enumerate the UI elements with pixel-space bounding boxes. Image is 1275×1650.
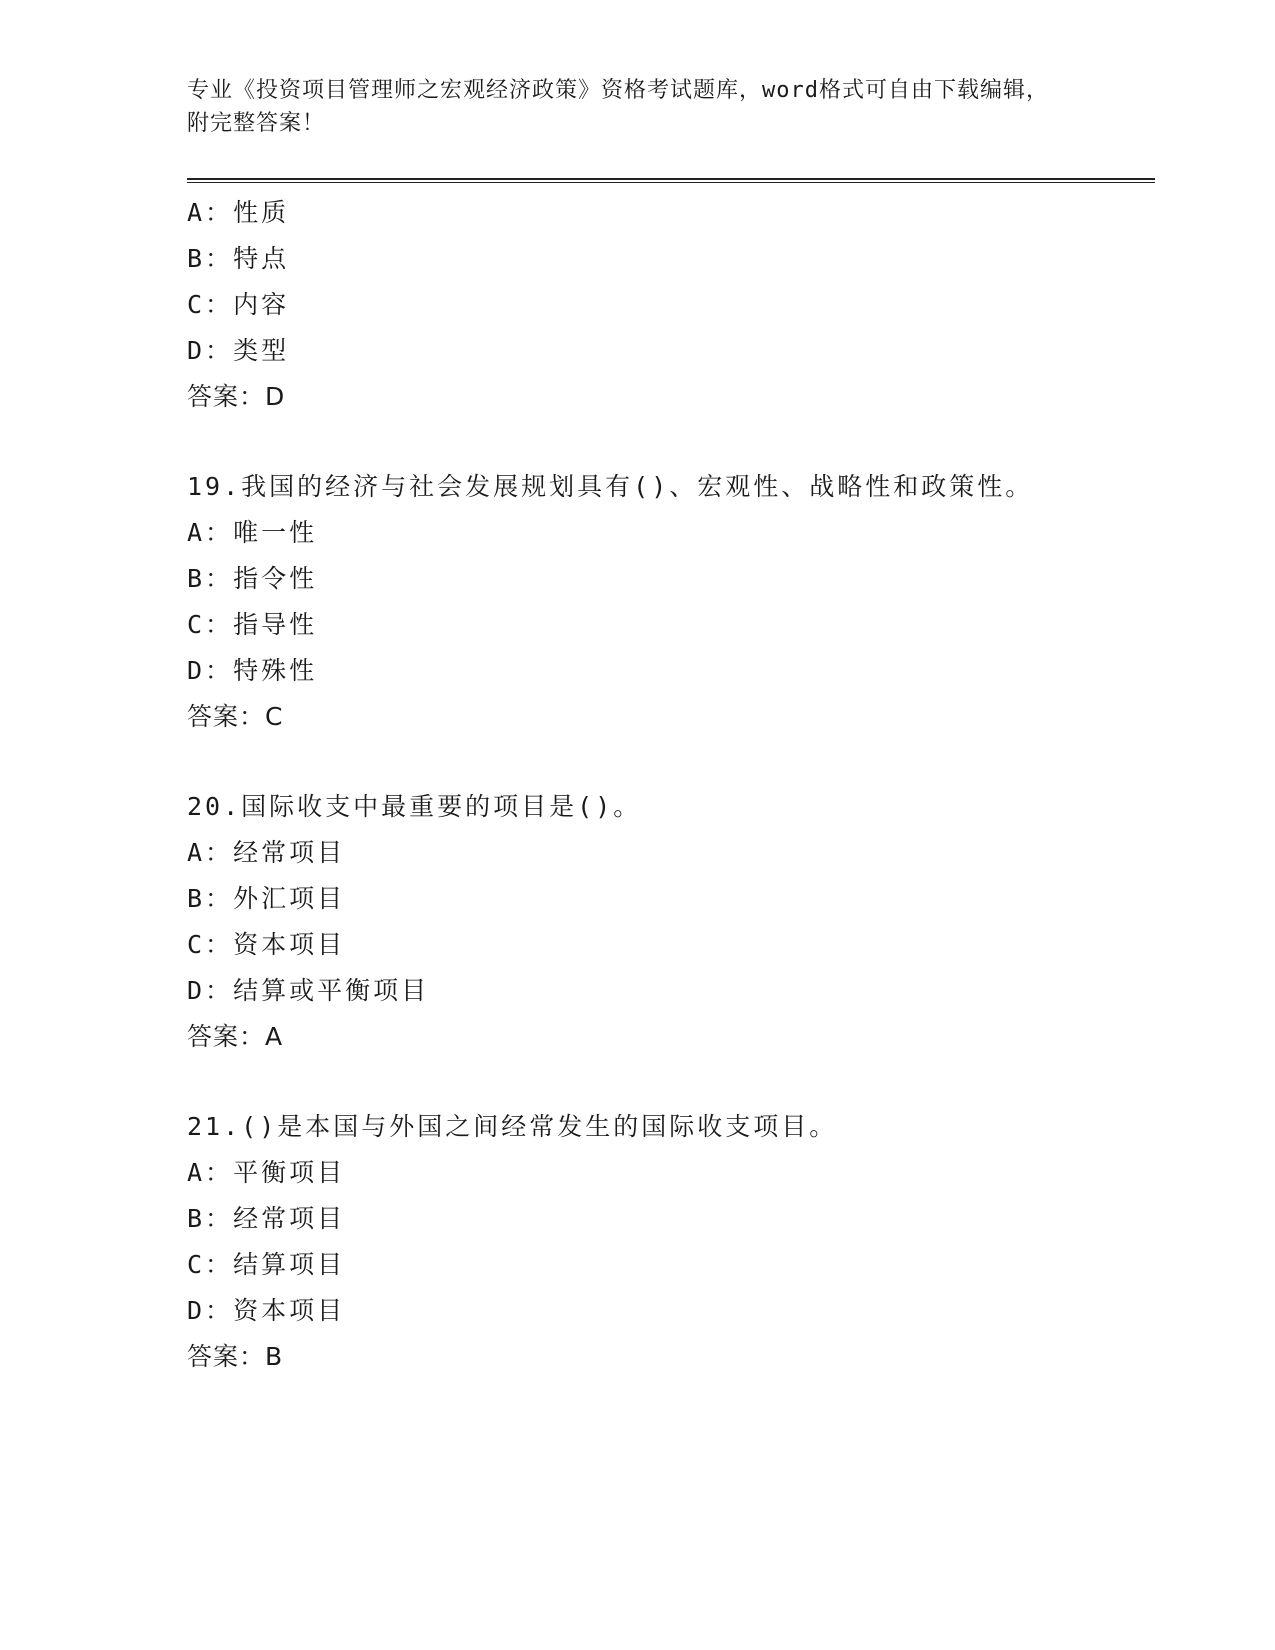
answer-line: 答案：D: [187, 382, 286, 411]
option-text: 类型: [233, 336, 290, 365]
option-key: A：: [187, 838, 234, 867]
option-text: 外汇项目: [233, 884, 346, 913]
question-block-21: [187, 1104, 1147, 1380]
option-key: B：: [187, 1204, 234, 1233]
option-text: 内容: [233, 290, 290, 319]
option-c: [187, 602, 1147, 648]
document-header: 专业《投资项目管理师之宏观经济政策》资格考试题库，word格式可自由下载编辑，附完整答案！: [187, 78, 1049, 136]
option-text: 特点: [233, 244, 290, 273]
option-text: 经常项目: [233, 1204, 346, 1233]
option-key: B：: [187, 564, 234, 593]
header-divider: [187, 178, 1155, 183]
option-key: C：: [187, 1250, 234, 1279]
option-text: 资本项目: [233, 1296, 346, 1325]
option-b: [187, 1196, 1147, 1242]
option-c: [187, 282, 1147, 328]
option-c: [187, 1242, 1147, 1288]
option-text: 经常项目: [233, 838, 346, 867]
question-stem: 20.国际收支中最重要的项目是()。: [187, 792, 642, 821]
option-key: B：: [187, 244, 234, 273]
option-key: D：: [187, 656, 234, 685]
question-block-19: [187, 464, 1147, 740]
option-text: 特殊性: [233, 656, 318, 685]
option-text: 结算或平衡项目: [233, 976, 430, 1005]
option-key: C：: [187, 930, 234, 959]
option-text: 指导性: [233, 610, 318, 639]
option-a: [187, 190, 1147, 236]
option-text: 性质: [233, 198, 290, 227]
option-key: B：: [187, 884, 234, 913]
answer-line: 答案：A: [187, 1022, 284, 1051]
option-key: A：: [187, 1158, 234, 1187]
option-a: [187, 1150, 1147, 1196]
option-b: [187, 236, 1147, 282]
option-d: [187, 328, 1147, 374]
option-a: [187, 830, 1147, 876]
option-d: [187, 968, 1147, 1014]
question-stem: 19.我国的经济与社会发展规划具有()、宏观性、战略性和政策性。: [187, 472, 1034, 501]
option-text: 平衡项目: [233, 1158, 346, 1187]
option-text: 指令性: [233, 564, 318, 593]
option-text: 资本项目: [233, 930, 346, 959]
option-key: A：: [187, 198, 234, 227]
answer-line: 答案：C: [187, 702, 284, 731]
question-stem: 21.()是本国与外国之间经常发生的国际收支项目。: [187, 1112, 838, 1141]
question-spacer: [187, 740, 1147, 784]
option-a: [187, 510, 1147, 556]
option-key: A：: [187, 518, 234, 547]
option-b: [187, 876, 1147, 922]
question-spacer: [187, 1060, 1147, 1104]
option-key: D：: [187, 1296, 234, 1325]
option-key: C：: [187, 290, 234, 319]
question-spacer: [187, 420, 1147, 464]
option-d: [187, 1288, 1147, 1334]
option-key: D：: [187, 336, 234, 365]
question-list: [187, 190, 1147, 1380]
option-key: C：: [187, 610, 234, 639]
answer-line: 答案：B: [187, 1342, 284, 1371]
option-d: [187, 648, 1147, 694]
option-b: [187, 556, 1147, 602]
option-key: D：: [187, 976, 234, 1005]
option-c: [187, 922, 1147, 968]
option-text: 唯一性: [233, 518, 318, 547]
option-text: 结算项目: [233, 1250, 346, 1279]
question-block-20: [187, 784, 1147, 1060]
question-block-prev: [187, 190, 1147, 420]
